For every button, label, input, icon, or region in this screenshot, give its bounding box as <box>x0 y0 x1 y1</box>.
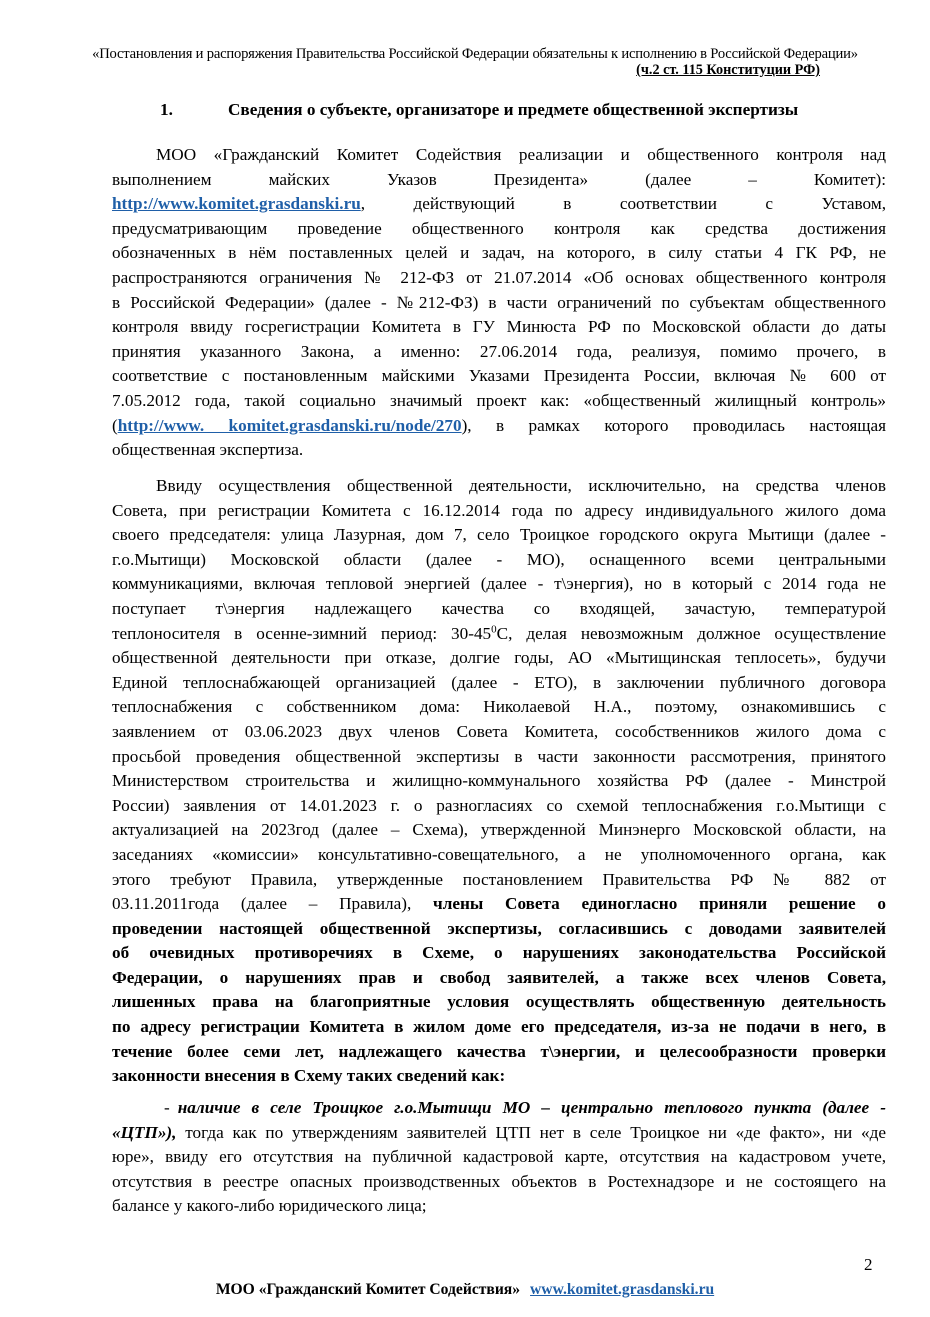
text-line: контроля ввиду госрегистрации Комитета в ГУ Минюста РФ по Московской области до даты <box>112 317 886 337</box>
section-heading <box>160 100 880 120</box>
page-number: 2 <box>864 1255 873 1274</box>
text-line <box>112 1096 886 1121</box>
text-span: ( <box>112 415 118 435</box>
housing-control-project-link[interactable]: http://www. komitet.grasdanski.ru/node/270 <box>117 415 462 435</box>
bold-text-line: проведении настоящей общественной экспертизы, согласившись с доводами заявителей <box>112 918 886 938</box>
paragraph-committee-info <box>112 143 886 463</box>
text-line: актуализацией на 2023год (далее – Схема), утвержденной Минэнерго Московской области, на <box>112 820 886 840</box>
text-span: ), в рамках которого проводилась настоящая <box>461 415 886 435</box>
header-quote: «Постановления и распоряжения Правительства Российской Федерации обязательны к исполнению в Российской Федерации» <box>92 46 858 62</box>
text-line: своего председателя: улица Лазурная, дом 7, село Троицкое городского округа Мытищи (далее - <box>112 525 886 545</box>
text-line: общественная экспертиза. <box>112 440 304 460</box>
text-line: Министерством строительства и жилищно-коммунального хозяйства РФ (далее - Минстрой <box>112 771 886 791</box>
text-line: распространяются ограничения № 212-ФЗ от 21.07.2014 «Об основах общественного контроля <box>112 267 886 287</box>
text-line: МОО «Гражданский Комитет Содействия реализации и общественного контроля над <box>156 145 886 164</box>
text-line <box>112 192 886 217</box>
text-line: заседаниях «комиссии» консультативно-совещательного, а не уполномоченного органа, как <box>112 844 886 864</box>
page-footer <box>0 1281 930 1299</box>
bold-italic-text-span: «ЦТП»), <box>112 1122 177 1142</box>
committee-site-link[interactable]: http://www.komitet.grasdanski.ru <box>112 194 361 214</box>
bold-text-line: течение более семи лет, надлежащего качества т\энергии, и целесообразности проверки <box>112 1041 886 1061</box>
text-line: этого требуют Правила, утвержденные постановлением Правительства РФ № 882 от <box>112 869 886 889</box>
text-line: Единой теплоснабжающей организацией (далее - ЕТО), в заключении публичного договора <box>112 672 886 692</box>
bold-text-line: законности внесения в Схему таких сведений как: <box>112 1066 506 1086</box>
text-line: балансе у какого-либо юридического лица; <box>112 1196 427 1216</box>
text-line: в Российской Федерации» (далее - №212-ФЗ) в части ограничений по субъектам общественного <box>112 292 886 312</box>
bold-text-line: по адресу регистрации Комитета в жилом доме его председателя, из-за не подачи в него, в <box>112 1017 886 1037</box>
bullet-ctp <box>112 1096 886 1219</box>
bold-text-line: Федерации, о нарушениях прав и свобод заявителей, а также всех членов Совета, <box>112 967 886 987</box>
text-line: просьбой проведения общественной экспертизы в части законности рассмотрения, принятого <box>112 746 886 766</box>
text-span: , действующий в соответствии с Уставом, <box>360 194 886 214</box>
bold-text-line: об очевидных противоречиях в Схеме, о нарушениях законодательства Российской <box>112 943 886 963</box>
text-line <box>112 414 886 439</box>
text-line <box>112 622 886 647</box>
text-line: Совета, при регистрации Комитета с 16.12.2014 года по адресу индивидуального жилого дома <box>112 500 886 520</box>
text-line: г.о.Мытищи) Московской области (далее - МО), оснащенного всеми центральными <box>112 549 886 569</box>
text-line: соответствие с постановленным майскими Указами Президента России, включая № 600 от <box>112 366 886 386</box>
text-line: обозначенных в нём поставленных целей и задач, на которого, в силу статьи 4 ГК РФ, не <box>112 243 886 263</box>
bold-text-line: лишенных права на благоприятные условия осуществлять общественную деятельность <box>112 992 886 1012</box>
text-line: поступает т\энергия надлежащего качества со входящей, зачастую, температурой <box>112 598 886 618</box>
text-span: 03.11.2011года (далее – Правила), <box>112 894 433 914</box>
header-constitution-reference: (ч.2 ст. 115 Конституции РФ) <box>636 62 820 78</box>
text-line: юре», ввиду его отсутствия на публичной кадастровой карте, отсутствия на кадастровом учете, <box>112 1147 886 1167</box>
footer-site-link[interactable]: www.komitet.grasdanski.ru <box>530 1281 715 1298</box>
text-line: коммуникациями, включая тепловой энергией (далее - т\энергия), но в который с 2014 года не <box>112 574 886 594</box>
text-line: России) заявления от 14.01.2023 г. о разногласиях со схемой теплоснабжения г.о.Мытищи с <box>112 795 886 815</box>
bullet-marker: - <box>164 1098 170 1117</box>
text-span: С, делая невозможным должное осуществление <box>496 623 886 643</box>
text-line: предусматривающим проведение общественного контроля как средства достижения <box>112 218 886 238</box>
text-line: выполнением майских Указов Президента» (далее – Комитет): <box>112 169 886 189</box>
text-line: Ввиду осуществления общественной деятельности, исключительно, на средства членов <box>156 476 886 495</box>
text-line <box>112 892 886 917</box>
text-line: заявлением от 03.06.2023 двух членов Совета Комитета, сособственников жилого дома с <box>112 721 886 741</box>
bold-text-span: члены Совета единогласно приняли решение о <box>433 894 886 914</box>
text-line: 7.05.2012 года, такой социально значимый проект как: «общественный жилищный контроль» <box>112 390 886 410</box>
text-line: теплоснабжения с собственником дома: Николаевой Н.А., поэтому, ознакомившись с <box>112 697 886 717</box>
paragraph-expertise-reason <box>112 474 886 1089</box>
section-number: 1. <box>160 100 173 119</box>
text-span: теплоносителя в осенне-зимний период: 30-45 <box>112 623 492 643</box>
footer-org-name: МОО «Гражданский Комитет Содействия» <box>215 1281 521 1298</box>
section-title: Сведения о субъекте, организаторе и предмете общественной экспертизы <box>228 100 799 119</box>
text-span: тогда как по утверждениям заявителей ЦТП нет в селе Троицкое ни «де факто», ни «де <box>176 1122 886 1142</box>
text-line <box>112 1121 886 1146</box>
bold-italic-text-span: наличие в селе Троицкое г.о.Мытищи МО – центрально теплового пункта (далее - <box>177 1098 886 1117</box>
degree-superscript: 0 <box>491 622 497 635</box>
text-line: принятия указанного Закона, а именно: 27.06.2014 года, реализуя, помимо прочего, в <box>112 341 886 361</box>
text-line: общественной деятельности при отказе, долгие годы, АО «Мытищинская теплосеть», будучи <box>112 648 886 668</box>
text-line: отсутствия в реестре опасных производственных объектов в Ростехнадзоре и не состоящего на <box>112 1171 886 1191</box>
